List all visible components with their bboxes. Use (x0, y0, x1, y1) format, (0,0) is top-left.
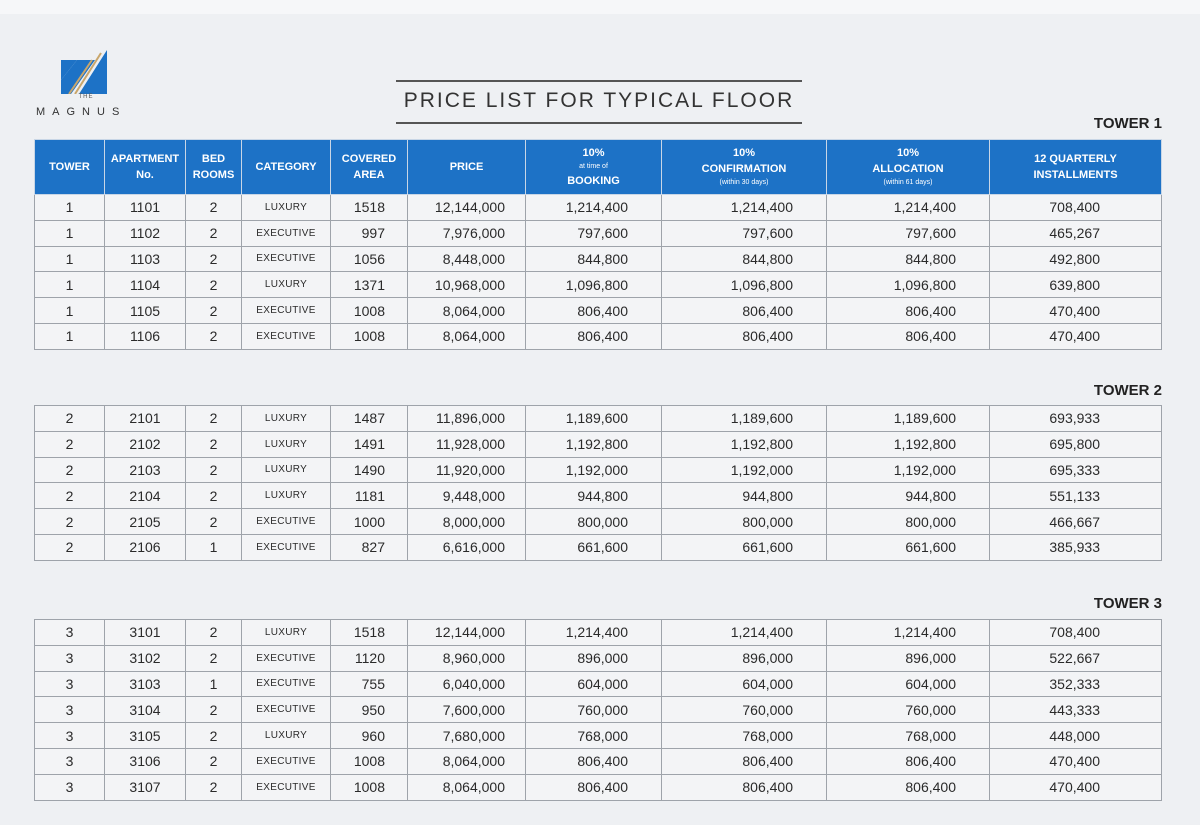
apartment-cell: 2101 (105, 406, 186, 432)
booking-cell: 768,000 (526, 723, 662, 749)
tower-1-label: TOWER 1 (1093, 115, 1162, 132)
category-cell: EXECUTIVE (242, 298, 331, 324)
tower-cell: 3 (35, 645, 105, 671)
header-row (35, 140, 1162, 195)
apartment-cell: 2102 (105, 431, 186, 457)
allocation-cell: 1,189,600 (827, 406, 990, 432)
page-title: PRICE LIST FOR TYPICAL FLOOR (403, 89, 795, 112)
installments-cell: 695,333 (990, 457, 1162, 483)
booking-cell: 806,400 (526, 323, 662, 349)
allocation-cell: 1,214,400 (827, 195, 990, 221)
apartment-cell: 1106 (105, 323, 186, 349)
tower-3-table (34, 619, 1162, 801)
bed-rooms-cell: 2 (186, 748, 242, 774)
apartment-cell: 3101 (105, 620, 186, 646)
installments-cell: 443,333 (990, 697, 1162, 723)
price-cell: 6,616,000 (408, 534, 526, 560)
confirmation-cell: 896,000 (662, 645, 827, 671)
logo-brand-name: MAGNUS (36, 106, 127, 118)
confirmation-cell: 806,400 (662, 323, 827, 349)
installments-cell: 551,133 (990, 483, 1162, 509)
covered-area-cell: 1000 (331, 509, 408, 535)
covered-area-cell: 1371 (331, 272, 408, 298)
booking-cell: 844,800 (526, 246, 662, 272)
covered-area-cell: 997 (331, 220, 408, 246)
price-cell: 9,448,000 (408, 483, 526, 509)
header-allocation: 10% ALLOCATION (within 61 days) (827, 140, 990, 195)
bed-rooms-cell: 2 (186, 457, 242, 483)
booking-cell: 1,096,800 (526, 272, 662, 298)
category-cell: LUXURY (242, 431, 331, 457)
installments-cell: 708,400 (990, 195, 1162, 221)
table-row (35, 509, 1162, 535)
price-cell: 10,968,000 (408, 272, 526, 298)
apartment-cell: 2104 (105, 483, 186, 509)
table-row (35, 483, 1162, 509)
tower-cell: 2 (35, 457, 105, 483)
category-cell: LUXURY (242, 272, 331, 298)
apartment-cell: 3104 (105, 697, 186, 723)
tower-cell: 3 (35, 671, 105, 697)
covered-area-cell: 1008 (331, 323, 408, 349)
allocation-cell: 661,600 (827, 534, 990, 560)
category-cell: EXECUTIVE (242, 534, 331, 560)
table-row (35, 534, 1162, 560)
tower-2-label: TOWER 2 (1093, 382, 1162, 399)
tower-cell: 2 (35, 534, 105, 560)
confirmation-cell: 806,400 (662, 748, 827, 774)
allocation-cell: 800,000 (827, 509, 990, 535)
price-cell: 8,448,000 (408, 246, 526, 272)
table-row (35, 406, 1162, 432)
header-apartment: APARTMENT No. (105, 140, 186, 195)
confirmation-cell: 604,000 (662, 671, 827, 697)
category-cell: LUXURY (242, 457, 331, 483)
tower-cell: 2 (35, 406, 105, 432)
confirmation-cell: 1,214,400 (662, 195, 827, 221)
booking-cell: 800,000 (526, 509, 662, 535)
tower-cell: 1 (35, 272, 105, 298)
table-row (35, 697, 1162, 723)
covered-area-cell: 1120 (331, 645, 408, 671)
allocation-cell: 797,600 (827, 220, 990, 246)
apartment-cell: 1103 (105, 246, 186, 272)
tower-1-rows (35, 195, 1162, 350)
price-cell: 12,144,000 (408, 620, 526, 646)
bed-rooms-cell: 2 (186, 195, 242, 221)
apartment-cell: 1101 (105, 195, 186, 221)
tower-cell: 2 (35, 483, 105, 509)
confirmation-cell: 944,800 (662, 483, 827, 509)
tower-cell: 3 (35, 748, 105, 774)
apartment-cell: 1104 (105, 272, 186, 298)
tower-1-table (34, 139, 1162, 350)
booking-cell: 896,000 (526, 645, 662, 671)
bed-rooms-cell: 2 (186, 483, 242, 509)
tower-2-rows (35, 406, 1162, 561)
covered-area-cell: 827 (331, 534, 408, 560)
category-cell: EXECUTIVE (242, 748, 331, 774)
header-covered-area: COVERED AREA (331, 140, 408, 195)
price-cell: 12,144,000 (408, 195, 526, 221)
category-cell: EXECUTIVE (242, 697, 331, 723)
allocation-cell: 806,400 (827, 774, 990, 800)
table-row (35, 272, 1162, 298)
magnus-logo-icon (61, 50, 107, 94)
top-band (0, 0, 1200, 14)
booking-cell: 944,800 (526, 483, 662, 509)
allocation-cell: 844,800 (827, 246, 990, 272)
covered-area-cell: 1490 (331, 457, 408, 483)
apartment-cell: 2106 (105, 534, 186, 560)
allocation-cell: 806,400 (827, 323, 990, 349)
table-row (35, 748, 1162, 774)
category-cell: LUXURY (242, 406, 331, 432)
confirmation-cell: 1,189,600 (662, 406, 827, 432)
allocation-cell: 806,400 (827, 748, 990, 774)
covered-area-cell: 1008 (331, 748, 408, 774)
price-cell: 8,064,000 (408, 748, 526, 774)
bed-rooms-cell: 2 (186, 697, 242, 723)
category-cell: EXECUTIVE (242, 509, 331, 535)
covered-area-cell: 755 (331, 671, 408, 697)
table-row (35, 457, 1162, 483)
booking-cell: 806,400 (526, 298, 662, 324)
price-cell: 11,928,000 (408, 431, 526, 457)
booking-cell: 1,214,400 (526, 195, 662, 221)
confirmation-cell: 1,096,800 (662, 272, 827, 298)
magnus-logo (36, 50, 146, 125)
confirmation-cell: 797,600 (662, 220, 827, 246)
covered-area-cell: 1008 (331, 774, 408, 800)
installments-cell: 385,933 (990, 534, 1162, 560)
tower-3-rows (35, 620, 1162, 801)
table-row (35, 645, 1162, 671)
category-cell: EXECUTIVE (242, 323, 331, 349)
tower-cell: 2 (35, 431, 105, 457)
header-tower: TOWER (35, 140, 105, 195)
installments-cell: 522,667 (990, 645, 1162, 671)
apartment-cell: 1102 (105, 220, 186, 246)
table-row (35, 671, 1162, 697)
allocation-cell: 760,000 (827, 697, 990, 723)
bed-rooms-cell: 2 (186, 406, 242, 432)
installments-cell: 470,400 (990, 748, 1162, 774)
price-cell: 8,000,000 (408, 509, 526, 535)
installments-cell: 466,667 (990, 509, 1162, 535)
apartment-cell: 1105 (105, 298, 186, 324)
installments-cell: 470,400 (990, 774, 1162, 800)
installments-cell: 465,267 (990, 220, 1162, 246)
bed-rooms-cell: 2 (186, 645, 242, 671)
booking-cell: 661,600 (526, 534, 662, 560)
confirmation-cell: 1,214,400 (662, 620, 827, 646)
allocation-cell: 1,214,400 (827, 620, 990, 646)
tower-cell: 1 (35, 220, 105, 246)
covered-area-cell: 1487 (331, 406, 408, 432)
price-cell: 7,600,000 (408, 697, 526, 723)
confirmation-cell: 760,000 (662, 697, 827, 723)
table-row (35, 774, 1162, 800)
price-cell: 8,064,000 (408, 774, 526, 800)
allocation-cell: 806,400 (827, 298, 990, 324)
bed-rooms-cell: 2 (186, 246, 242, 272)
apartment-cell: 3102 (105, 645, 186, 671)
table-row (35, 220, 1162, 246)
allocation-cell: 896,000 (827, 645, 990, 671)
covered-area-cell: 1518 (331, 195, 408, 221)
booking-cell: 1,192,800 (526, 431, 662, 457)
price-cell: 11,920,000 (408, 457, 526, 483)
confirmation-cell: 806,400 (662, 298, 827, 324)
covered-area-cell: 1491 (331, 431, 408, 457)
confirmation-cell: 1,192,800 (662, 431, 827, 457)
header-installments: 12 QUARTERLY INSTALLMENTS (990, 140, 1162, 195)
confirmation-cell: 768,000 (662, 723, 827, 749)
category-cell: LUXURY (242, 723, 331, 749)
bed-rooms-cell: 2 (186, 723, 242, 749)
header-category: CATEGORY (242, 140, 331, 195)
bed-rooms-cell: 2 (186, 431, 242, 457)
bed-rooms-cell: 2 (186, 509, 242, 535)
category-cell: EXECUTIVE (242, 671, 331, 697)
covered-area-cell: 1518 (331, 620, 408, 646)
logo-the-text: THE (78, 94, 94, 100)
apartment-cell: 3106 (105, 748, 186, 774)
category-cell: EXECUTIVE (242, 220, 331, 246)
price-cell: 7,680,000 (408, 723, 526, 749)
table-row (35, 723, 1162, 749)
apartment-cell: 3105 (105, 723, 186, 749)
installments-cell: 639,800 (990, 272, 1162, 298)
price-cell: 8,960,000 (408, 645, 526, 671)
allocation-cell: 604,000 (827, 671, 990, 697)
bed-rooms-cell: 2 (186, 323, 242, 349)
confirmation-cell: 800,000 (662, 509, 827, 535)
tower-2-table (34, 405, 1162, 561)
booking-cell: 806,400 (526, 748, 662, 774)
allocation-cell: 944,800 (827, 483, 990, 509)
table-row (35, 195, 1162, 221)
booking-cell: 604,000 (526, 671, 662, 697)
installments-cell: 693,933 (990, 406, 1162, 432)
header-bed-rooms: BED ROOMS (186, 140, 242, 195)
table-row (35, 431, 1162, 457)
table-row (35, 620, 1162, 646)
allocation-cell: 1,192,000 (827, 457, 990, 483)
category-cell: LUXURY (242, 620, 331, 646)
category-cell: LUXURY (242, 483, 331, 509)
table-row (35, 298, 1162, 324)
covered-area-cell: 1008 (331, 298, 408, 324)
confirmation-cell: 661,600 (662, 534, 827, 560)
apartment-cell: 2103 (105, 457, 186, 483)
tower-cell: 1 (35, 298, 105, 324)
price-cell: 8,064,000 (408, 298, 526, 324)
table-row (35, 246, 1162, 272)
installments-cell: 708,400 (990, 620, 1162, 646)
price-cell: 6,040,000 (408, 671, 526, 697)
installments-cell: 695,800 (990, 431, 1162, 457)
table-row (35, 323, 1162, 349)
installments-cell: 448,000 (990, 723, 1162, 749)
category-cell: EXECUTIVE (242, 246, 331, 272)
header-confirmation: 10% CONFIRMATION (within 30 days) (662, 140, 827, 195)
tower-cell: 1 (35, 323, 105, 349)
installments-cell: 352,333 (990, 671, 1162, 697)
covered-area-cell: 1056 (331, 246, 408, 272)
tower-cell: 3 (35, 774, 105, 800)
tower-3-label: TOWER 3 (1093, 595, 1162, 612)
bed-rooms-cell: 2 (186, 774, 242, 800)
apartment-cell: 3107 (105, 774, 186, 800)
confirmation-cell: 1,192,000 (662, 457, 827, 483)
installments-cell: 470,400 (990, 298, 1162, 324)
allocation-cell: 1,096,800 (827, 272, 990, 298)
allocation-cell: 1,192,800 (827, 431, 990, 457)
bed-rooms-cell: 2 (186, 620, 242, 646)
bed-rooms-cell: 2 (186, 272, 242, 298)
bed-rooms-cell: 2 (186, 220, 242, 246)
header-booking: 10% at time of BOOKING (526, 140, 662, 195)
price-cell: 8,064,000 (408, 323, 526, 349)
covered-area-cell: 950 (331, 697, 408, 723)
bed-rooms-cell: 1 (186, 534, 242, 560)
installments-cell: 492,800 (990, 246, 1162, 272)
tower-cell: 3 (35, 697, 105, 723)
tower-cell: 1 (35, 195, 105, 221)
booking-cell: 1,192,000 (526, 457, 662, 483)
booking-cell: 806,400 (526, 774, 662, 800)
booking-cell: 760,000 (526, 697, 662, 723)
tower-cell: 2 (35, 509, 105, 535)
apartment-cell: 2105 (105, 509, 186, 535)
installments-cell: 470,400 (990, 323, 1162, 349)
title-box (396, 80, 802, 124)
confirmation-cell: 806,400 (662, 774, 827, 800)
tower-cell: 1 (35, 246, 105, 272)
booking-cell: 1,189,600 (526, 406, 662, 432)
covered-area-cell: 960 (331, 723, 408, 749)
category-cell: LUXURY (242, 195, 331, 221)
bed-rooms-cell: 1 (186, 671, 242, 697)
booking-cell: 797,600 (526, 220, 662, 246)
tower-cell: 3 (35, 723, 105, 749)
tower-cell: 3 (35, 620, 105, 646)
price-cell: 11,896,000 (408, 406, 526, 432)
category-cell: EXECUTIVE (242, 774, 331, 800)
covered-area-cell: 1181 (331, 483, 408, 509)
price-cell: 7,976,000 (408, 220, 526, 246)
booking-cell: 1,214,400 (526, 620, 662, 646)
confirmation-cell: 844,800 (662, 246, 827, 272)
allocation-cell: 768,000 (827, 723, 990, 749)
category-cell: EXECUTIVE (242, 645, 331, 671)
header-price: PRICE (408, 140, 526, 195)
bed-rooms-cell: 2 (186, 298, 242, 324)
apartment-cell: 3103 (105, 671, 186, 697)
